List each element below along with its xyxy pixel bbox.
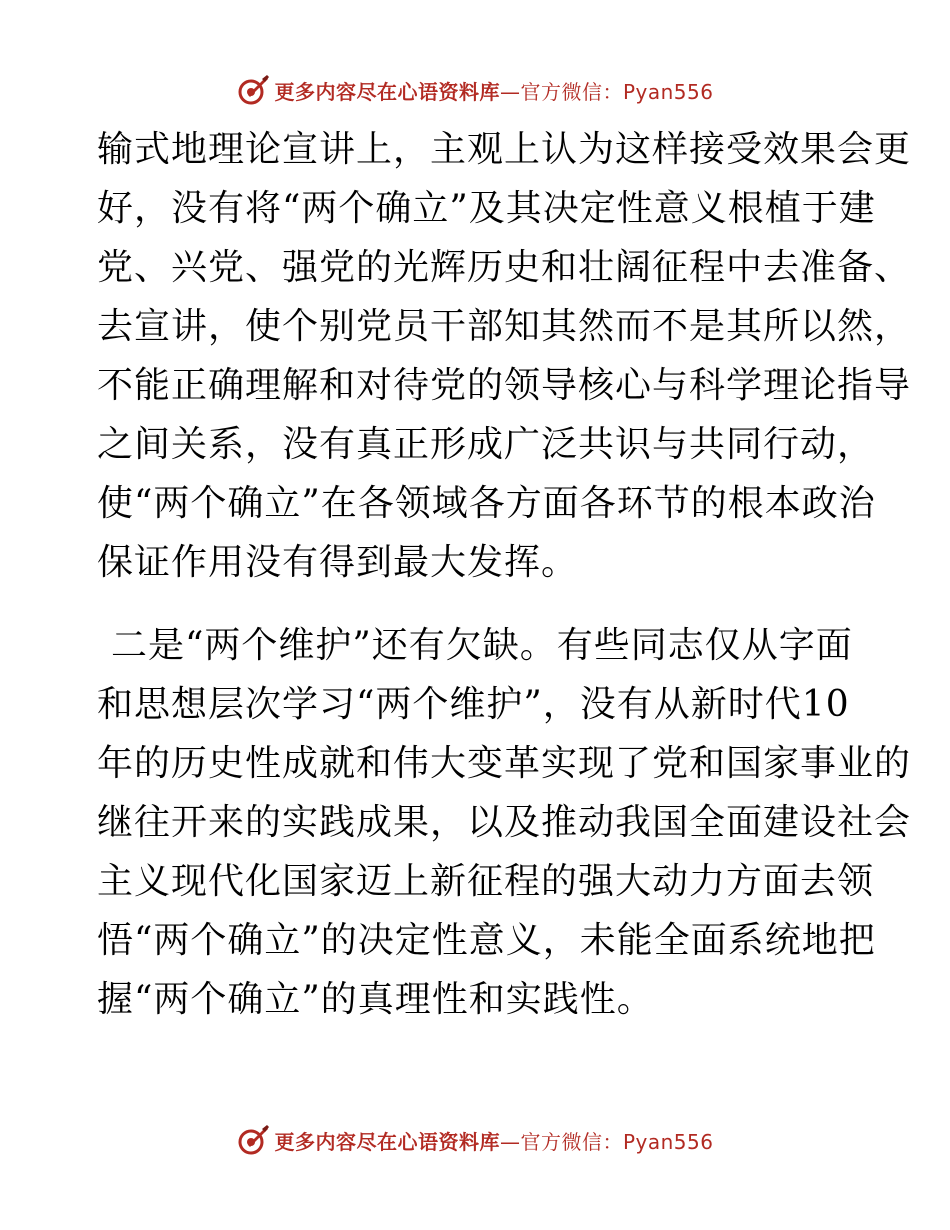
text-line: 保证作用没有得到最大发挥。	[97, 542, 579, 583]
text-line: 使“两个确立”在各领域各方面各环节的根本政治	[97, 483, 876, 524]
text-line: 握“两个确立”的真理性和实践性。	[97, 979, 654, 1020]
text-line: 和思想层次学习“两个维护”，没有从新时代10	[97, 684, 850, 725]
paragraph-2	[97, 616, 912, 1029]
document-body	[97, 120, 912, 1029]
footer-dash: —	[499, 1129, 521, 1154]
text-line: 不能正确理解和对待党的领导核心与科学理论指导	[97, 365, 912, 406]
text-line: 输式地理论宣讲上，主观上认为这样接受效果会更	[97, 129, 912, 170]
quill-logo-icon	[236, 73, 270, 107]
text-line: 好，没有将“两个确立”及其决定性意义根植于建	[97, 188, 876, 229]
footer-banner	[0, 1120, 950, 1160]
header-library-text: 更多内容尽在心语资料库	[274, 79, 500, 104]
footer-wechat-text: 官方微信：Pyan556	[520, 1129, 714, 1154]
paragraph-1	[97, 120, 912, 592]
text-line: 悟“两个确立”的决定性意义，未能全面系统地把	[97, 920, 876, 961]
text-line: 继往开来的实践成果，以及推动我国全面建设社会	[97, 802, 912, 843]
text-line: 之间关系，没有真正形成广泛共识与共同行动，	[97, 424, 875, 465]
text-line: 党、兴党、强党的光辉历史和壮阔征程中去准备、	[97, 247, 912, 288]
text-line: 去宣讲，使个别党员干部知其然而不是其所以然，	[97, 306, 912, 347]
header-banner	[0, 70, 950, 110]
header-wechat-text: 官方微信：Pyan556	[520, 79, 714, 104]
footer-library-text: 更多内容尽在心语资料库	[274, 1129, 500, 1154]
header-dash: —	[499, 79, 521, 104]
quill-logo-icon	[236, 1123, 270, 1157]
footer-banner-text	[274, 1126, 713, 1155]
text-line: 主义现代化国家迈上新征程的强大动力方面去领	[97, 861, 875, 902]
header-banner-text	[274, 76, 713, 105]
text-line: 年的历史性成就和伟大变革实现了党和国家事业的	[97, 743, 912, 784]
text-line: 二是“两个维护”还有欠缺。有些同志仅从字面	[111, 625, 853, 666]
